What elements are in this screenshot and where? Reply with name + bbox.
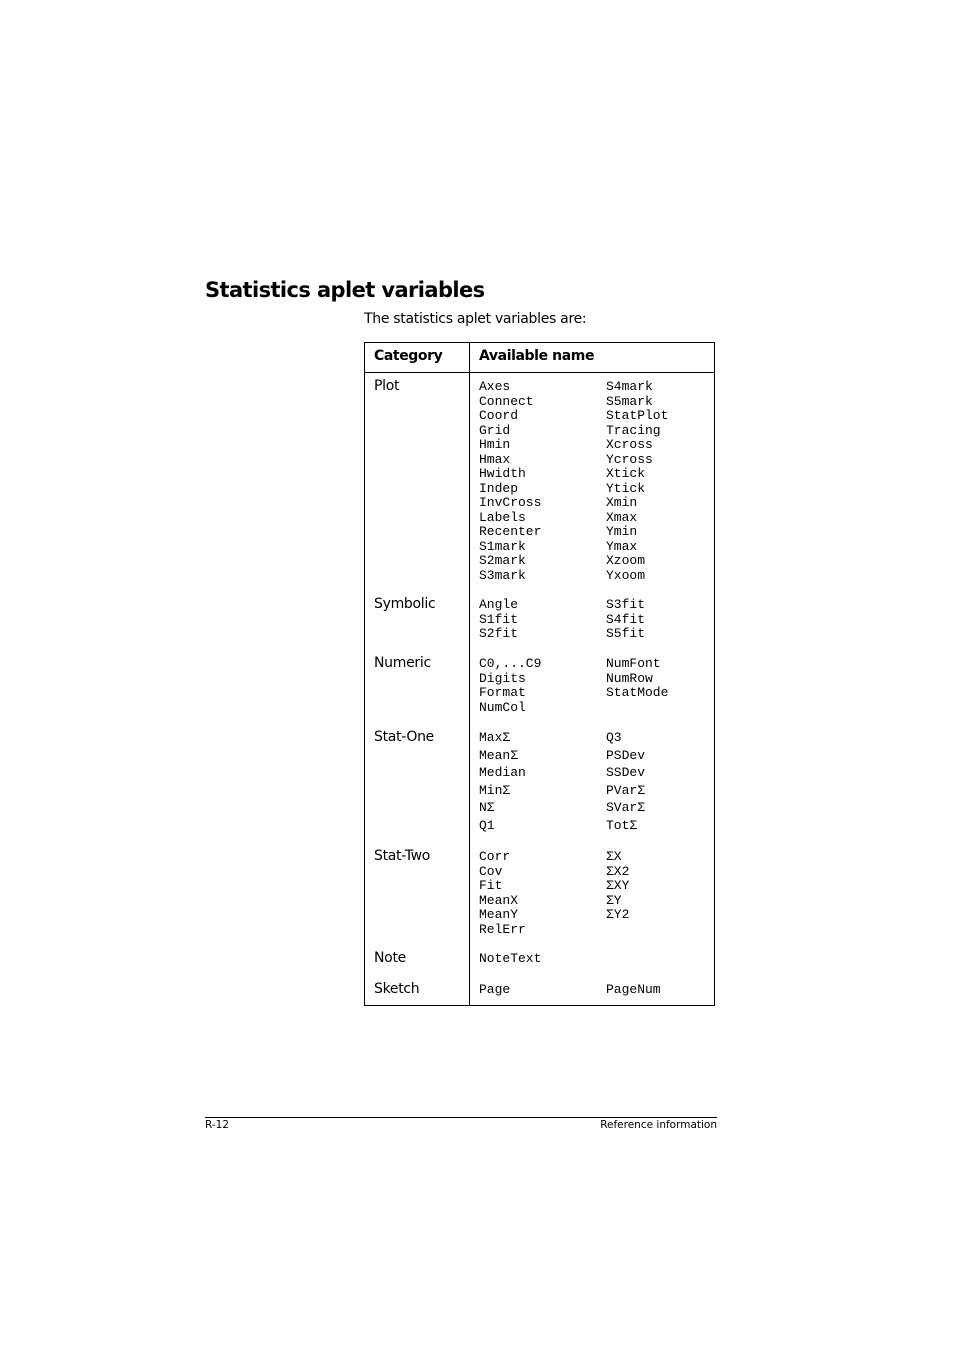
variable-name: S4fit (606, 611, 646, 627)
variable-name: Coord (479, 408, 519, 423)
variable-name: Format (479, 685, 526, 700)
variable-name: PVarΣ (606, 782, 646, 798)
variable-name: Connect (479, 393, 534, 409)
variable-name: PSDev (606, 747, 646, 763)
variable-name: MinΣ (479, 782, 511, 798)
variable-name: Xcross (606, 437, 653, 452)
variable-name: MeanX (479, 892, 519, 908)
variable-name: InvCross (479, 495, 542, 510)
variable-name: S1fit (479, 611, 519, 627)
variable-name: ΣX (606, 849, 622, 864)
category-label: Sketch (374, 981, 420, 997)
variable-name: TotΣ (606, 817, 638, 833)
variable-name: Xzoom (606, 553, 646, 568)
variable-name: Grid (479, 422, 511, 438)
header-category: Category (374, 348, 443, 364)
variable-name: Digits (479, 670, 526, 686)
variable-name: C0,...C9 (479, 656, 542, 671)
variable-name: Hmin (479, 437, 511, 452)
category-label: Note (374, 950, 406, 966)
variable-name: NΣ (479, 800, 495, 815)
variable-name: MaxΣ (479, 730, 511, 745)
footer-rule (205, 1117, 717, 1118)
variable-name: Recenter (479, 524, 542, 539)
category-label: Symbolic (374, 596, 436, 612)
variable-name: MeanY (479, 907, 519, 922)
variable-name: Labels (479, 509, 526, 525)
variable-name: Q1 (479, 817, 495, 833)
variable-name: Xmin (606, 495, 638, 510)
variable-name: S4mark (606, 379, 653, 394)
variable-name: Xmax (606, 509, 638, 525)
category-label: Numeric (374, 655, 431, 671)
variable-name: Fit (479, 878, 503, 893)
variable-name: StatPlot (606, 408, 669, 423)
variable-name: NumCol (479, 699, 526, 715)
variable-name: NoteText (479, 951, 542, 966)
variable-name: Hmax (479, 451, 511, 467)
variable-name: ΣXY (606, 878, 630, 893)
variable-name: ΣX2 (606, 863, 630, 879)
category-label: Stat-Two (374, 848, 431, 864)
variable-name: SVarΣ (606, 800, 646, 815)
variable-name: Hwidth (479, 466, 526, 481)
variable-name: Axes (479, 379, 511, 394)
variable-name: Q3 (606, 730, 622, 745)
variable-name: ΣY2 (606, 907, 630, 922)
page-title: Statistics aplet variables (205, 278, 485, 302)
variable-name: RelErr (479, 921, 526, 937)
page-number: R-12 (205, 1119, 230, 1131)
header-available-name: Available name (479, 348, 595, 364)
variable-name: NumRow (606, 670, 653, 686)
variable-name: S5fit (606, 626, 646, 641)
variable-name: S3fit (606, 597, 646, 612)
section-name: Reference information (600, 1119, 717, 1131)
variable-name: PageNum (606, 982, 661, 997)
variable-name: Indep (479, 480, 519, 496)
variable-name: Ymin (606, 524, 638, 539)
variable-name: SSDev (606, 765, 646, 780)
variable-name: S5mark (606, 393, 653, 409)
variable-name: StatMode (606, 685, 669, 700)
column-divider (469, 343, 470, 1005)
category-label: Stat-One (374, 729, 434, 745)
variable-name: S2mark (479, 553, 526, 568)
variable-name: Ymax (606, 538, 638, 554)
variable-name: Corr (479, 849, 511, 864)
variable-name: S1mark (479, 538, 526, 554)
header-divider (365, 372, 714, 373)
variable-name: Tracing (606, 422, 661, 438)
variable-name: S2fit (479, 626, 519, 641)
category-label: Plot (374, 378, 400, 394)
variable-name: Ycross (606, 451, 653, 467)
variable-name: Yxoom (606, 567, 646, 583)
variable-name: Median (479, 765, 526, 780)
variable-name: NumFont (606, 656, 661, 671)
intro-text: The statistics aplet variables are: (364, 311, 587, 327)
variable-name: MeanΣ (479, 747, 519, 763)
variable-name: Cov (479, 863, 503, 879)
variable-name: Xtick (606, 466, 646, 481)
variable-name: S3mark (479, 567, 526, 583)
variable-name: Page (479, 982, 511, 997)
variable-name: Angle (479, 597, 519, 612)
variable-name: Ytick (606, 480, 646, 496)
variables-table (364, 342, 715, 1006)
variable-name: ΣY (606, 892, 622, 908)
